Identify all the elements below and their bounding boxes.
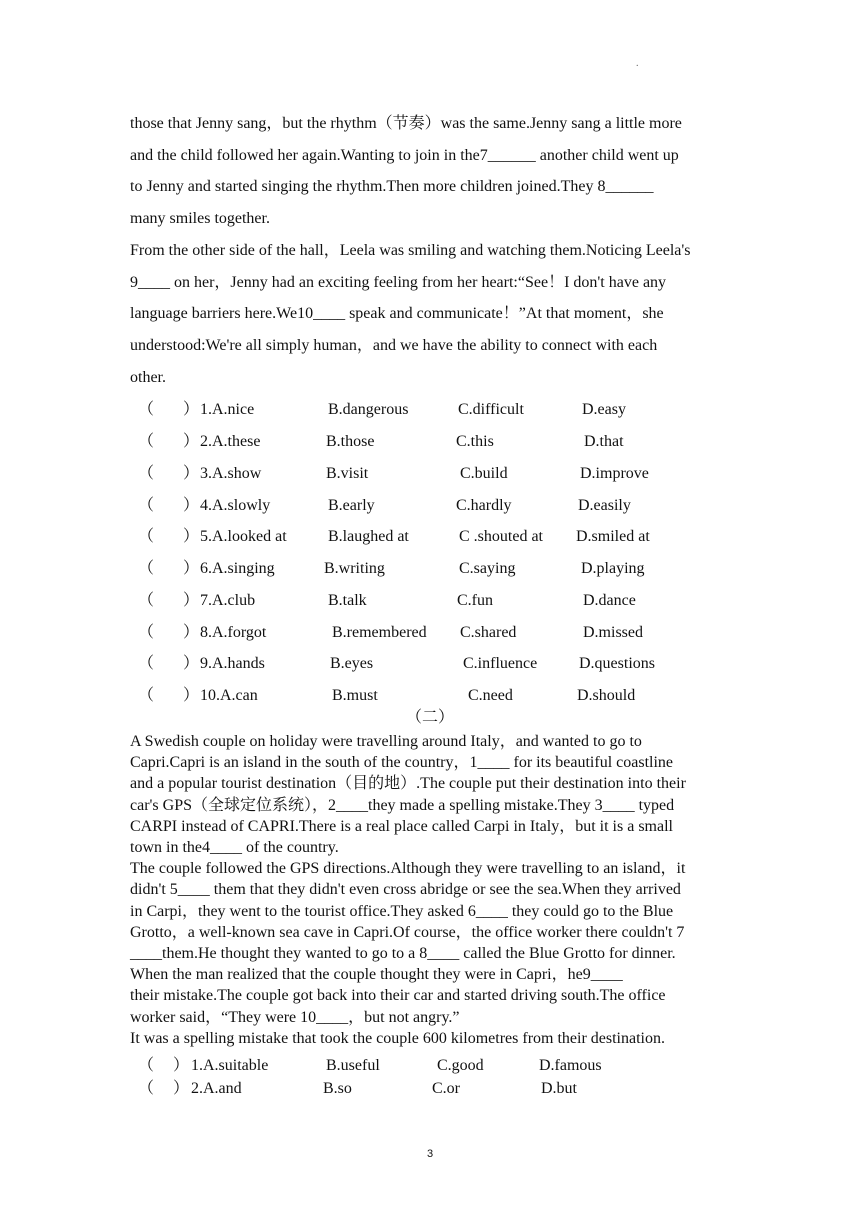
passage-one [130, 108, 740, 393]
passage-line: town in the4____ of the country. [130, 839, 339, 857]
passage-line: and the child followed her again.Wanting to join in the7______ another child went up [130, 146, 679, 164]
option-d: D.missed [583, 624, 643, 641]
passage-two [130, 731, 740, 1049]
option-d: D.should [577, 687, 636, 704]
answer-bracket-close: ） [183, 465, 200, 482]
passage-line: The couple followed the GPS directions.Although they were travelling to an island，it [130, 860, 686, 878]
option-b: B.useful [326, 1057, 380, 1074]
option-a: 7.A.club [200, 592, 256, 609]
option-b: B.laughed at [328, 528, 409, 545]
option-c: C.or [432, 1080, 460, 1097]
option-a: 5.A.looked at [200, 528, 287, 545]
option-b: B.so [323, 1080, 352, 1097]
passage-line: their mistake.The couple got back into their car and started driving south.The office [130, 987, 666, 1005]
option-a: 3.A.show [200, 465, 262, 482]
passage-line: language barriers here.We10____ speak and communicate！”At that moment，she [130, 305, 664, 323]
passage-line: car's GPS（全球定位系统），2____they made a spelling mistake.They 3____ typed [130, 796, 675, 814]
passage-line: other. [130, 368, 166, 386]
answer-bracket-open[interactable]: （ [138, 655, 155, 672]
answer-bracket-close: ） [183, 687, 200, 704]
option-b: B.dangerous [328, 401, 409, 418]
answer-bracket-close: ） [183, 560, 200, 577]
answer-bracket-open[interactable]: （ [138, 1057, 155, 1074]
option-d: D.easy [582, 401, 626, 418]
option-a: 2.A.and [191, 1080, 242, 1097]
option-d: D.smiled at [576, 528, 650, 545]
answer-bracket-close: ） [183, 592, 200, 609]
option-c: C.fun [457, 592, 493, 609]
passage-line: to Jenny and started singing the rhythm.Then more children joined.They 8______ [130, 178, 654, 196]
passage-line: 9____ on her，Jenny had an exciting feeling from her heart:“See！I don't have any [130, 273, 667, 291]
answer-bracket-open[interactable]: （ [138, 401, 155, 418]
answer-bracket-open[interactable]: （ [138, 1080, 155, 1097]
header-mark: . [636, 58, 639, 69]
passage-line: When the man realized that the couple thought they were in Capri，he9____ [130, 966, 623, 984]
option-b: B.writing [324, 560, 385, 577]
passage-line: many smiles together. [130, 210, 270, 228]
option-d: D.but [541, 1080, 577, 1097]
answer-bracket-open[interactable]: （ [138, 497, 155, 514]
option-a: 4.A.slowly [200, 497, 271, 514]
answer-bracket-open[interactable]: （ [138, 592, 155, 609]
answer-bracket-close: ） [173, 1057, 190, 1074]
option-a: 1.A.nice [200, 401, 255, 418]
option-b: B.eyes [330, 655, 374, 672]
option-b: B.remembered [332, 624, 427, 641]
passage-line: From the other side of the hall，Leela was smiling and watching them.Noticing Leela's [130, 241, 691, 259]
option-c: C.shared [460, 624, 517, 641]
answer-bracket-open[interactable]: （ [138, 560, 155, 577]
answer-bracket-close: ） [183, 655, 200, 672]
option-b: B.early [328, 497, 375, 514]
passage-line: and a popular tourist destination（目的地）.The couple put their destination into their [130, 775, 686, 793]
option-b: B.must [332, 687, 378, 704]
passage-line: CARPI instead of CAPRI.There is a real place called Carpi in Italy，but it is a small [130, 817, 673, 835]
option-c: C.influence [463, 655, 538, 672]
option-c: C.build [460, 465, 508, 482]
option-a: 6.A.singing [200, 560, 275, 577]
passage-line: ____them.He thought they wanted to go to a 8____ called the Blue Grotto for dinner. [130, 945, 676, 963]
passage-line: in Carpi，they went to the tourist office.They asked 6____ they could go to the Blue [130, 902, 674, 920]
option-c: C .shouted at [459, 528, 543, 545]
answer-bracket-close: ） [173, 1080, 190, 1097]
section-two-title: （二） [405, 709, 454, 726]
option-c: C.need [468, 687, 513, 704]
answer-bracket-close: ） [183, 497, 200, 514]
passage-line: It was a spelling mistake that took the couple 600 kilometres from their destination. [130, 1029, 665, 1047]
option-c: C.difficult [458, 401, 524, 418]
passage-line: worker said，“They were 10____，but not angry.” [130, 1008, 460, 1026]
option-a: 8.A.forgot [200, 624, 267, 641]
option-a: 1.A.suitable [191, 1057, 269, 1074]
option-a: 2.A.these [200, 433, 261, 450]
passage-line: Grotto，a well-known sea cave in Capri.Of course，the office worker there couldn't 7 [130, 923, 685, 941]
option-b: B.those [326, 433, 375, 450]
answer-bracket-close: ） [183, 401, 200, 418]
option-d: D.improve [580, 465, 649, 482]
passage-line: A Swedish couple on holiday were travelling around Italy，and wanted to go to [130, 733, 642, 750]
option-b: B.talk [328, 592, 367, 609]
passage-line: didn't 5____ them that they didn't even cross abridge or see the sea.When they arrived [130, 881, 681, 899]
option-c: C.good [437, 1057, 484, 1074]
answer-bracket-close: ） [183, 433, 200, 450]
option-d: D.easily [578, 497, 631, 514]
answer-bracket-open[interactable]: （ [138, 433, 155, 450]
option-d: D.questions [579, 655, 655, 672]
passage-line: Capri.Capri is an island in the south of the country，1____ for its beautiful coastline [130, 754, 674, 772]
answer-bracket-open[interactable]: （ [138, 465, 155, 482]
option-d: D.playing [581, 560, 645, 577]
answer-bracket-open[interactable]: （ [138, 687, 155, 704]
option-c: C.hardly [456, 497, 512, 514]
option-c: C.saying [459, 560, 516, 577]
answer-bracket-open[interactable]: （ [138, 624, 155, 641]
option-d: D.that [584, 433, 624, 450]
option-c: C.this [456, 433, 494, 450]
answer-bracket-close: ） [183, 528, 200, 545]
option-d: D.famous [539, 1057, 602, 1074]
option-b: B.visit [326, 465, 369, 482]
option-a: 9.A.hands [200, 655, 265, 672]
answer-bracket-open[interactable]: （ [138, 528, 155, 545]
option-a: 10.A.can [200, 687, 258, 704]
answer-bracket-close: ） [183, 624, 200, 641]
passage-line: understood:We're all simply human，and we have the ability to connect with each [130, 336, 658, 354]
option-d: D.dance [583, 592, 636, 609]
page-number: 3 [426, 1148, 434, 1160]
passage-line: those that Jenny sang，but the rhythm（节奏）was the same.Jenny sang a little more [130, 115, 682, 132]
